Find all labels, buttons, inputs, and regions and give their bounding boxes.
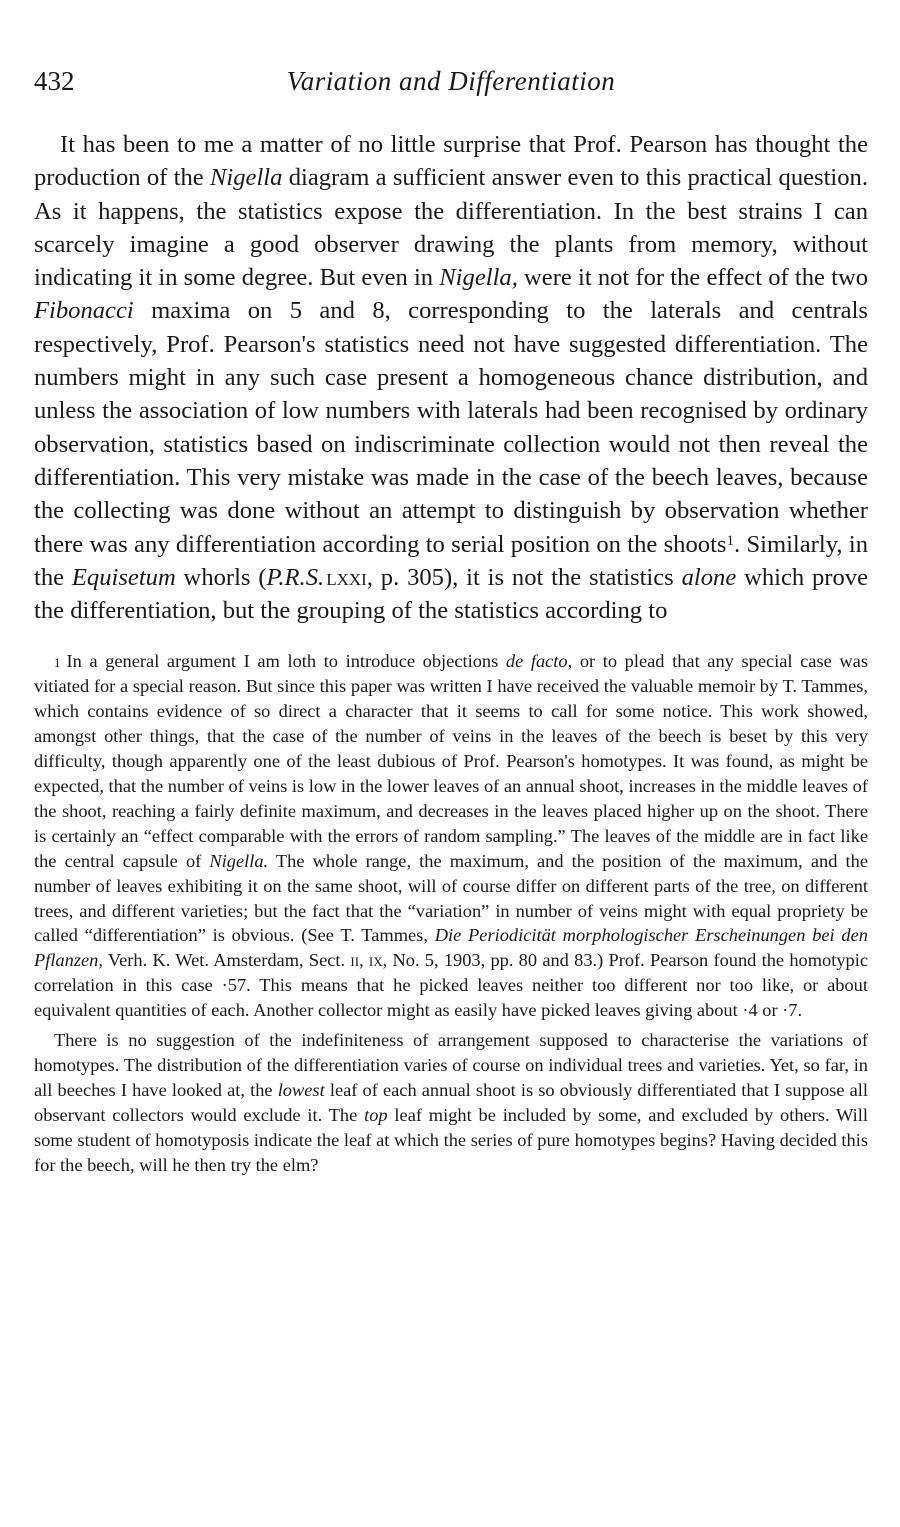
text-run: or to plead that any special case was vitiated for a special reason. But since this paper was written I have received the valuable memoir by T. Tammes, which contains evidence of so direct a character that it seems to call for some notice. This work showed, amongst other things, that the case of the number of veins in the leaves of the beech is beset by this very difficulty, though apparently one of the least dubious of Prof. Pearson's homotypes. It was found, as might be expected, that the number of veins is low in the lower leaves of an annual shoot, increases in the middle leaves of the shoot, reaching a fairly definite maximum, and decreases in the leaves placed higher up on the shoot. There is certainly an “effect comparable with the errors of random sampling.” The leaves of the middle are in fact like the central capsule of xyxy=(34,651,868,871)
cited-title: Die Periodicität morphologischer Erscheinungen bei den Pflanzen, xyxy=(34,925,868,971)
text-run: were it not for the effect of the two xyxy=(517,264,868,292)
text-run: It has been to me a matter of no little surprise that Prof. Pearson has thought the production of the xyxy=(34,131,868,192)
text-run: whorls ( xyxy=(175,563,267,591)
text-run: , No. 5, 1903, pp. 80 and 83.) Prof. Pearson found the homotypic correlation in this case ·57. This means that he picked leaves neither too different nor too like, or about equivalent quantities of each. Another collector might as easily have picked leaves giving about ·4 or ·7. xyxy=(34,950,868,1021)
volume-number: ix xyxy=(368,950,383,971)
running-head xyxy=(34,66,868,110)
text-run: , p. 305), it is not the statistics xyxy=(366,563,682,591)
text-run: The whole range, the maximum, and the position of the maximum, and the number of leaves exhibiting it on the same shoot, will of course differ on different parts of the tree, on different trees, and different varieties; but the fact that the “variation” in number of veins might with equal propriety be called “differentiation” is obvious. (See T. Tammes, xyxy=(34,850,868,946)
volume-number: lxxi xyxy=(326,563,367,591)
body-paragraph xyxy=(34,128,868,627)
main-text xyxy=(34,128,868,627)
text-run: In a general argument I am loth to introduce objections xyxy=(66,651,506,672)
text-run: leaf might be included by some, and excluded by others. Will some student of homotyposis indicate the leaf at which the series of pure homotypes begins? Having decided this for the beech, will he then try the elm? xyxy=(34,1104,868,1175)
section-number: ii xyxy=(350,950,360,971)
text-run: There is no suggestion of the indefiniteness of arrangement supposed to characterise the variations of homotypes. The distribution of the differentiation varies of course on individual trees and varieties. Yet, so far, in all beeches I have looked at, the xyxy=(34,1030,868,1100)
italic-term: de facto, xyxy=(505,651,573,672)
italic-term: Nigella, xyxy=(439,264,518,292)
page-number: 432 xyxy=(34,66,75,96)
footnote-continuation xyxy=(34,1028,868,1177)
page xyxy=(34,66,868,1177)
text-run: . Similarly, in the xyxy=(34,530,869,591)
text-run: Verh. K. Wet. Amsterdam, Sect. xyxy=(102,950,351,971)
italic-term: P.R.S. xyxy=(266,563,325,591)
italic-term: alone xyxy=(681,563,737,591)
footnote xyxy=(34,649,868,1023)
text-run: maxima on 5 and 8, corresponding to the laterals and centrals respectively, Prof. Pearson's statistics need not have suggested differentiation. The numbers might in any such case present a homogeneous chance distribution, and unless the association of low numbers with laterals had been recognised by ordinary observation, statistics based on indiscriminate collection would not then reveal the differentiation. This very mistake was made in the case of the beech leaves, because the collecting was done without an attempt to distinguish by observation whether there was any differentiation according to serial position on the shoots xyxy=(34,297,868,558)
text-run: , xyxy=(359,950,369,971)
running-title: Variation and Differentiation xyxy=(286,66,616,96)
text-run: leaf of each annual shoot is so obviously differentiated that I suppose all observant collectors would exclude it. The xyxy=(34,1079,868,1125)
footnote-reference: 1 xyxy=(726,532,734,549)
text-run: which prove the differentiation, but the grouping of the statistics according to xyxy=(34,563,869,625)
italic-term: top xyxy=(364,1104,388,1125)
footnote-marker: 1 xyxy=(54,655,61,671)
footnotes xyxy=(34,649,868,1177)
italic-term: Nigella. xyxy=(209,850,269,871)
italic-term: Equisetum xyxy=(71,563,176,591)
text-run: diagram a sufficient answer even to this practical question. As it happens, the statistics expose the differentiation. In the best strains I can scarcely imagine a good observer drawing the plants from memory, without indicating it in some degree. But even in xyxy=(34,164,869,292)
italic-term: Fibonacci xyxy=(34,297,134,325)
italic-term: Nigella xyxy=(210,164,283,192)
italic-term: lowest xyxy=(277,1079,325,1100)
